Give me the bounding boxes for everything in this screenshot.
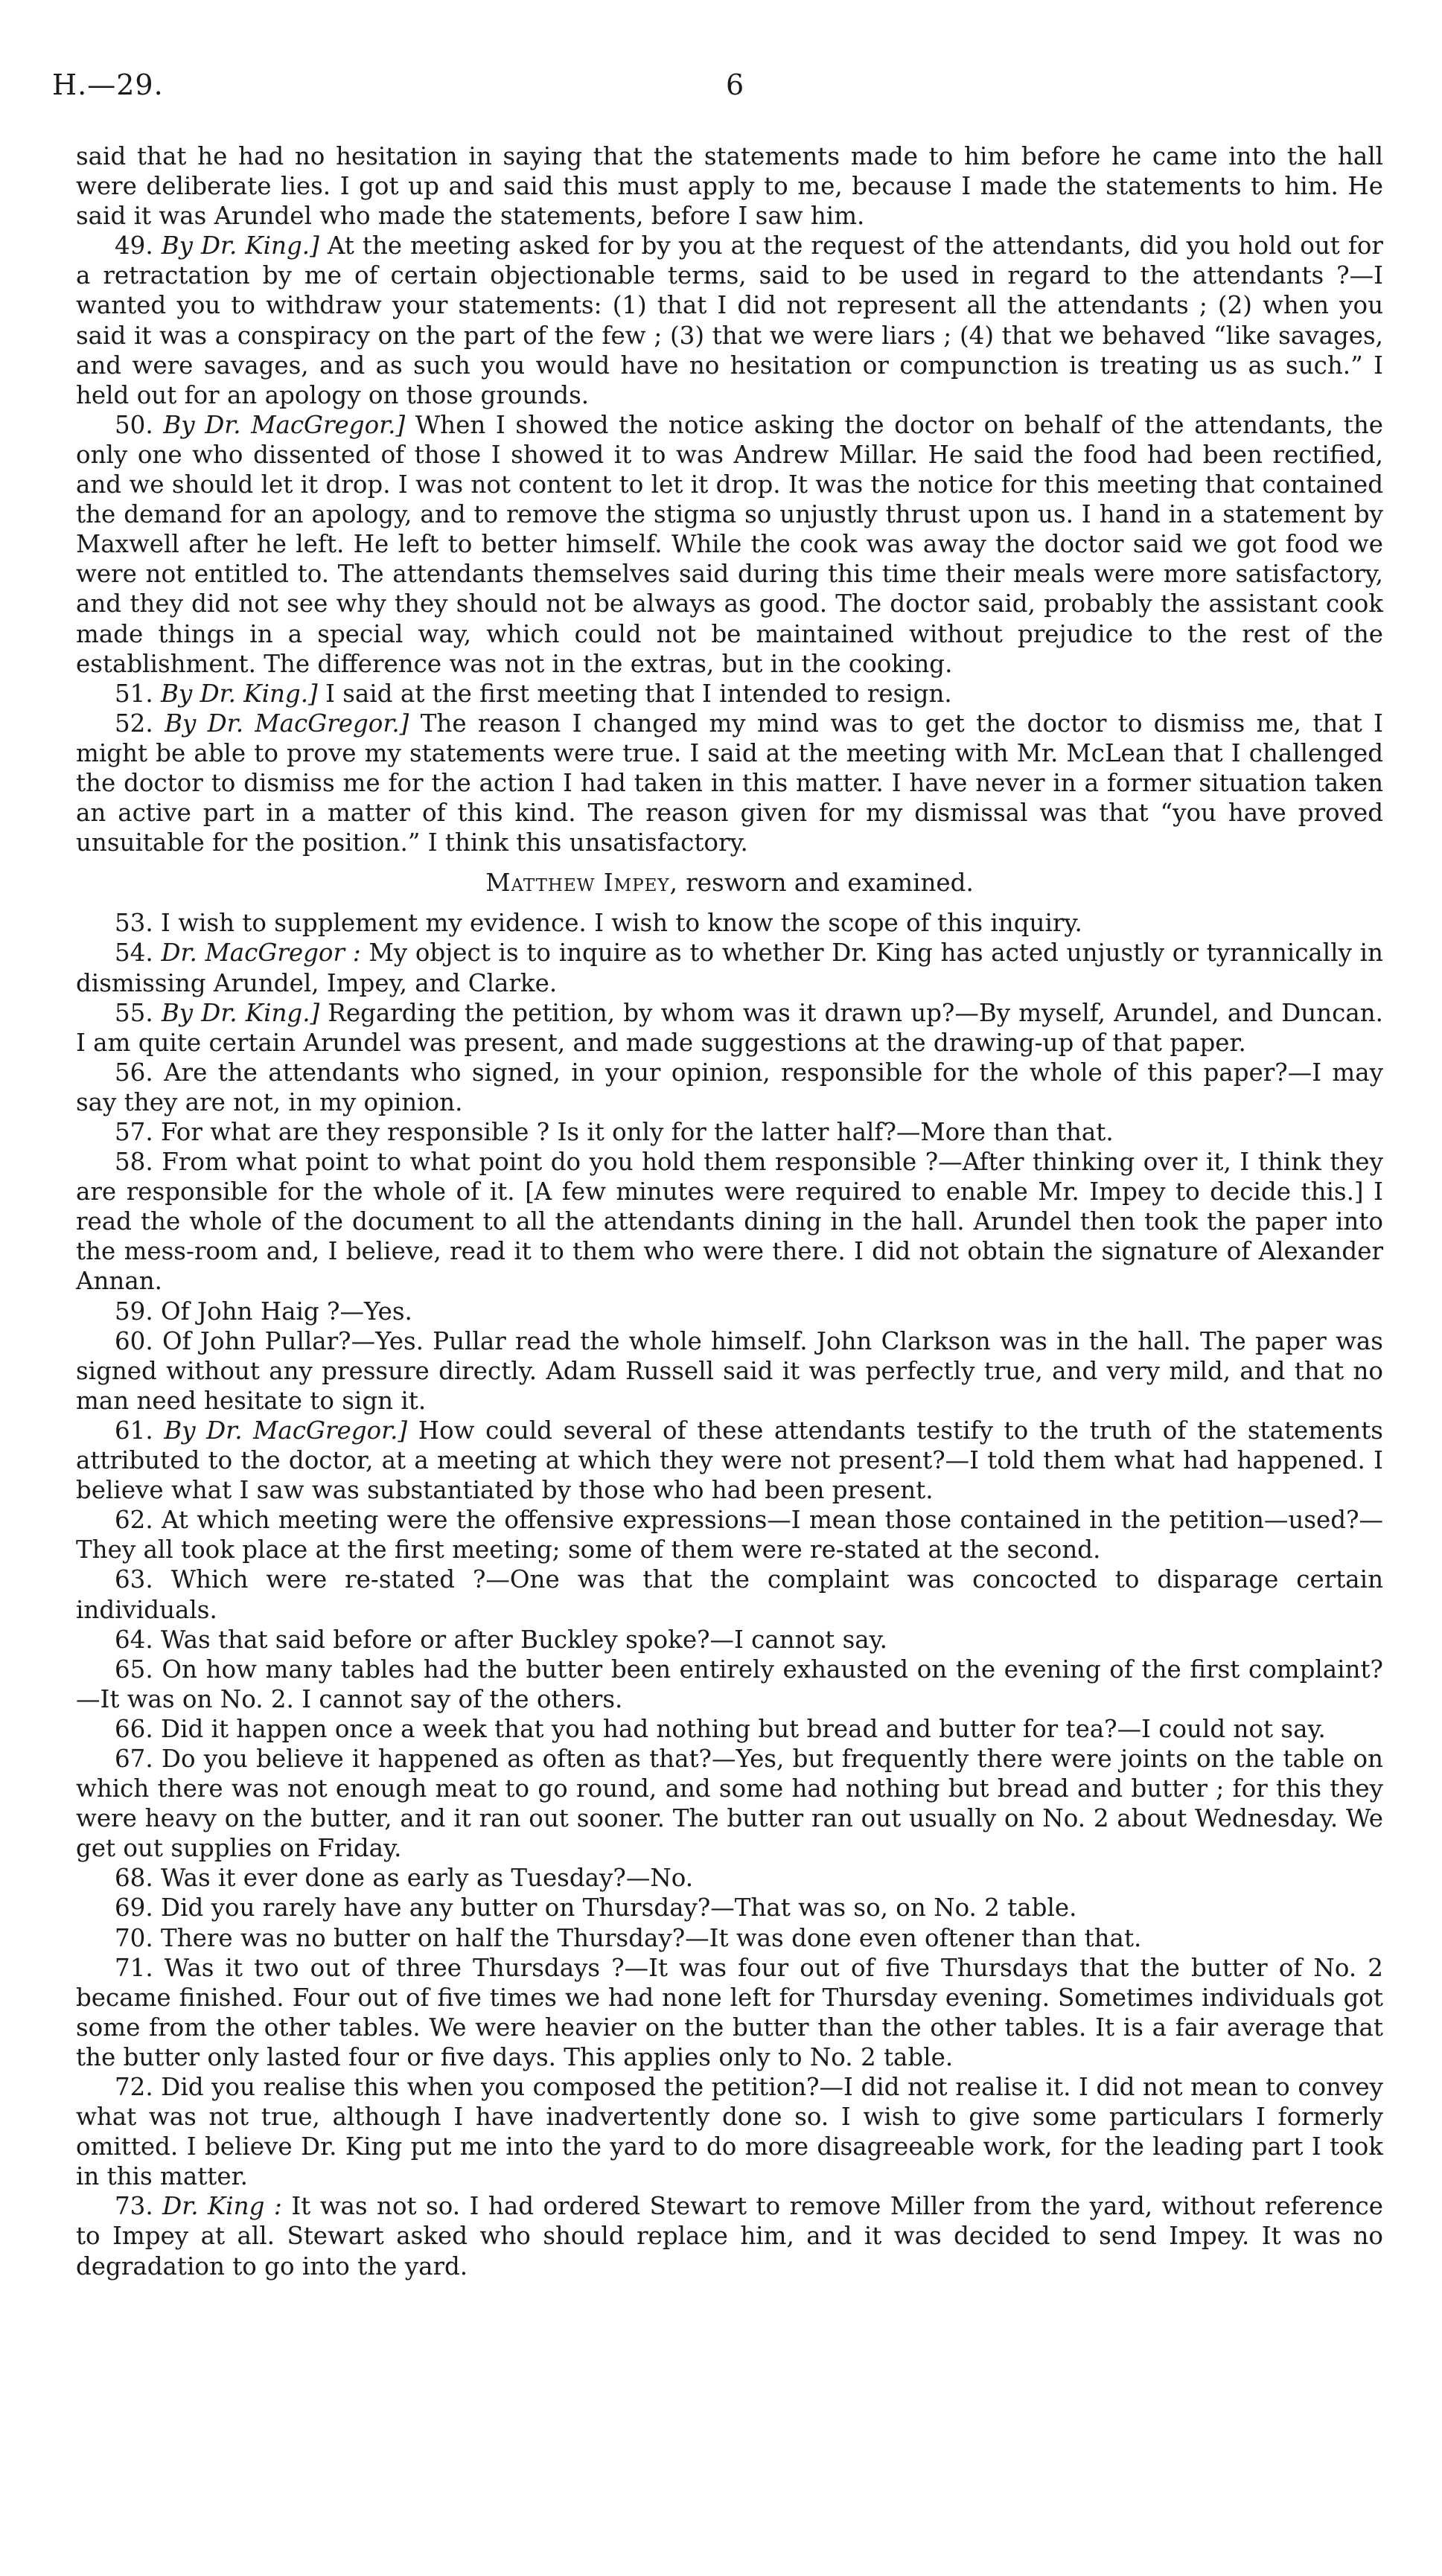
paragraph-72: 72. Did you realise this when you composed the petition?—I did not realise it. I did not mean to convey what was not true, although I have inadvertently done so. I wish to give some particulars I formerly omitted. I believe Dr. King put me into the yard to do more disagreeable work, for the leading part I took in this matter. (76, 2073, 1383, 2191)
paragraph-66: 66. Did it happen once a week that you had nothing but bread and butter for tea?—I could not say. (115, 1714, 1326, 1743)
speaker: Dr. MacGregor : (161, 939, 361, 968)
paragraph-60: 60. Of John Pullar?—Yes. Pullar read the whole himself. John Clarkson was in the hall. The paper was signed without any pressure directly. Adam Russell said it was perfectly true, and very mild, and that no man need hesitate to sign it. (76, 1326, 1383, 1415)
paragraph-54: 54. Dr. MacGregor : My object is to inquire as to whether Dr. King has acted unjustly or tyrannically in dismissing Arundel, Impey, and Clarke. (76, 939, 1383, 997)
speaker: By Dr. MacGregor.] (163, 410, 406, 439)
paragraph-52: 52. By Dr. MacGregor.] The reason I changed my mind was to get the doctor to dismiss me, that I might be able to prove my statements were true. I said at the meeting with Mr. McLean that I challenged the doctor to dismiss me for the action I had taken in this matter. I have never in a former situation taken an active part in a matter of this kind. The reason given for my dismissal was that “you have proved unsuitable for the position.” I think this unsatisfactory. (76, 709, 1383, 857)
speaker: By Dr. MacGregor.] (164, 1416, 408, 1445)
paragraph-continuation: said that he had no hesitation in saying that the statements made to him before he came into the hall were deliberate lies. I got up and said this must apply to me, because I made the statements to him. He said it was Arundel who made the statements, before I saw him. (76, 142, 1383, 231)
speaker: By Dr. King.] (161, 998, 320, 1027)
page-header (52, 68, 1392, 113)
paragraph-51: 51. By Dr. King.] I said at the first meeting that I intended to resign. (115, 679, 952, 708)
paragraph-62: 62. At which meeting were the offensive expressions—I mean those contained in the petition—used?—They all took place at the first meeting; some of them were re-stated at the second. (76, 1506, 1383, 1565)
paragraph-59: 59. Of John Haig ?—Yes. (115, 1297, 412, 1326)
paragraph-65: 65. On how many tables had the butter been entirely exhausted on the evening of the first complaint?—It was on No. 2. I cannot say of the others. (76, 1655, 1383, 1713)
paragraph-56: 56. Are the attendants who signed, in your opinion, responsible for the whole of this paper?—I may say they are not, in my opinion. (76, 1058, 1383, 1116)
paragraph-69: 69. Did you rarely have any butter on Thursday?—That was so, on No. 2 table. (115, 1893, 1077, 1923)
paragraph-64: 64. Was that said before or after Buckley spoke?—I cannot say. (115, 1625, 887, 1654)
page-number: 6 (726, 68, 744, 101)
paragraph-63: 63. Which were re-stated ?—One was that the complaint was concocted to disparage certain individuals. (76, 1565, 1383, 1624)
speaker: Dr. King : (162, 2192, 282, 2221)
witness-name: Matthew Impey, (485, 869, 678, 898)
paragraph-55: 55. By Dr. King.] Regarding the petition, by whom was it drawn up?—By myself, Arundel, and Duncan. I am quite certain Arundel was present, and made suggestions at the drawing-up of that paper. (76, 998, 1383, 1057)
paragraph-53: 53. I wish to supplement my evidence. I wish to know the scope of this inquiry. (115, 909, 1082, 938)
speaker: By Dr. King.] (161, 231, 319, 261)
paragraph-71: 71. Was it two out of three Thursdays ?—It was four out of five Thursdays that the butter of No. 2 became finished. Four out of five times we had none left for Thursday evening. Sometimes individuals got some from the other tables. We were heavier on the butter than the other tables. It is a fair average that the butter only lasted four or five days. This applies only to No. 2 table. (76, 1953, 1383, 2071)
document-reference: H.—29. (52, 68, 164, 101)
speaker: By Dr. King.] (161, 679, 318, 708)
paragraph-61: 61. By Dr. MacGregor.] How could several of these attendants testify to the truth of the statements attributed to the doctor, at a meeting at which they were not present?—I told them what had happened. I believe what I saw was substantiated by those who had been present. (76, 1416, 1383, 1505)
paragraph-49: 49. By Dr. King.] At the meeting asked for by you at the request of the attendants, did you hold out for a retractation by me of certain objectionable terms, said to be used in regard to the attendants ?—I wanted you to withdraw your statements: (1) that I did not represent all the attendants ; (2) when you said it was a conspiracy on the part of the few ; (3) that we were liars ; (4) that we behaved “like savages, and were savages, and as such you would have no hesitation or compunction is treating us as such.” I held out for an apology on those grounds. (76, 231, 1383, 409)
paragraph-57: 57. For what are they responsible ? Is it only for the latter half?—More than that. (115, 1118, 1114, 1146)
paragraph-73: 73. Dr. King : It was not so. I had ordered Stewart to remove Miller from the yard, without reference to Impey at all. Stewart asked who should replace him, and it was decided to send Impey. It was no degradation to go into the yard. (76, 2192, 1383, 2281)
paragraph-50: 50. By Dr. MacGregor.] When I showed the notice asking the doctor on behalf of the attendants, the only one who dissented of those I showed it to was Andrew Millar. He said the food had been rectified, and we should let it drop. I was not content to let it drop. It was the notice for this meeting that contained the demand for an apology, and to remove the stigma so unjustly thrust upon us. I hand in a statement by Maxwell after he left. He left to better himself. While the cook was away the doctor said we got food we were not entitled to. The attendants themselves said during this time their meals were more satisfactory, and they did not see why they should not be always as good. The doctor said, probably the assistant cook made things in a special way, which could not be maintained without prejudice to the rest of the establishment. The difference was not in the extras, but in the cooking. (76, 410, 1383, 678)
document-body (76, 141, 1383, 2281)
speaker: By Dr. MacGregor.] (165, 709, 409, 738)
paragraph-58: 58. From what point to what point do you hold them responsible ?—After thinking over it, I think they are responsible for the whole of it. [A few minutes were required to enable Mr. Impey to decide this.] I read the whole of the document to all the attendants dining in the hall. Arundel then took the paper into the mess-room and, I believe, read it to them who were there. I did not obtain the signature of Alexander Annan. (76, 1148, 1383, 1296)
paragraph-68: 68. Was it ever done as early as Tuesday?—No. (115, 1864, 694, 1893)
paragraph-70: 70. There was no butter on half the Thursday?—It was done even oftener than that. (115, 1923, 1142, 1952)
witness-heading: Matthew Impey, resworn and examined. (485, 869, 974, 898)
paragraph-67: 67. Do you believe it happened as often as that?—Yes, but frequently there were joints on the table on which there was not enough meat to go round, and some had nothing but bread and butter ; for this they were heavy on the butter, and it ran out sooner. The butter ran out usually on No. 2 about Wednesday. We get out supplies on Friday. (76, 1744, 1383, 1863)
